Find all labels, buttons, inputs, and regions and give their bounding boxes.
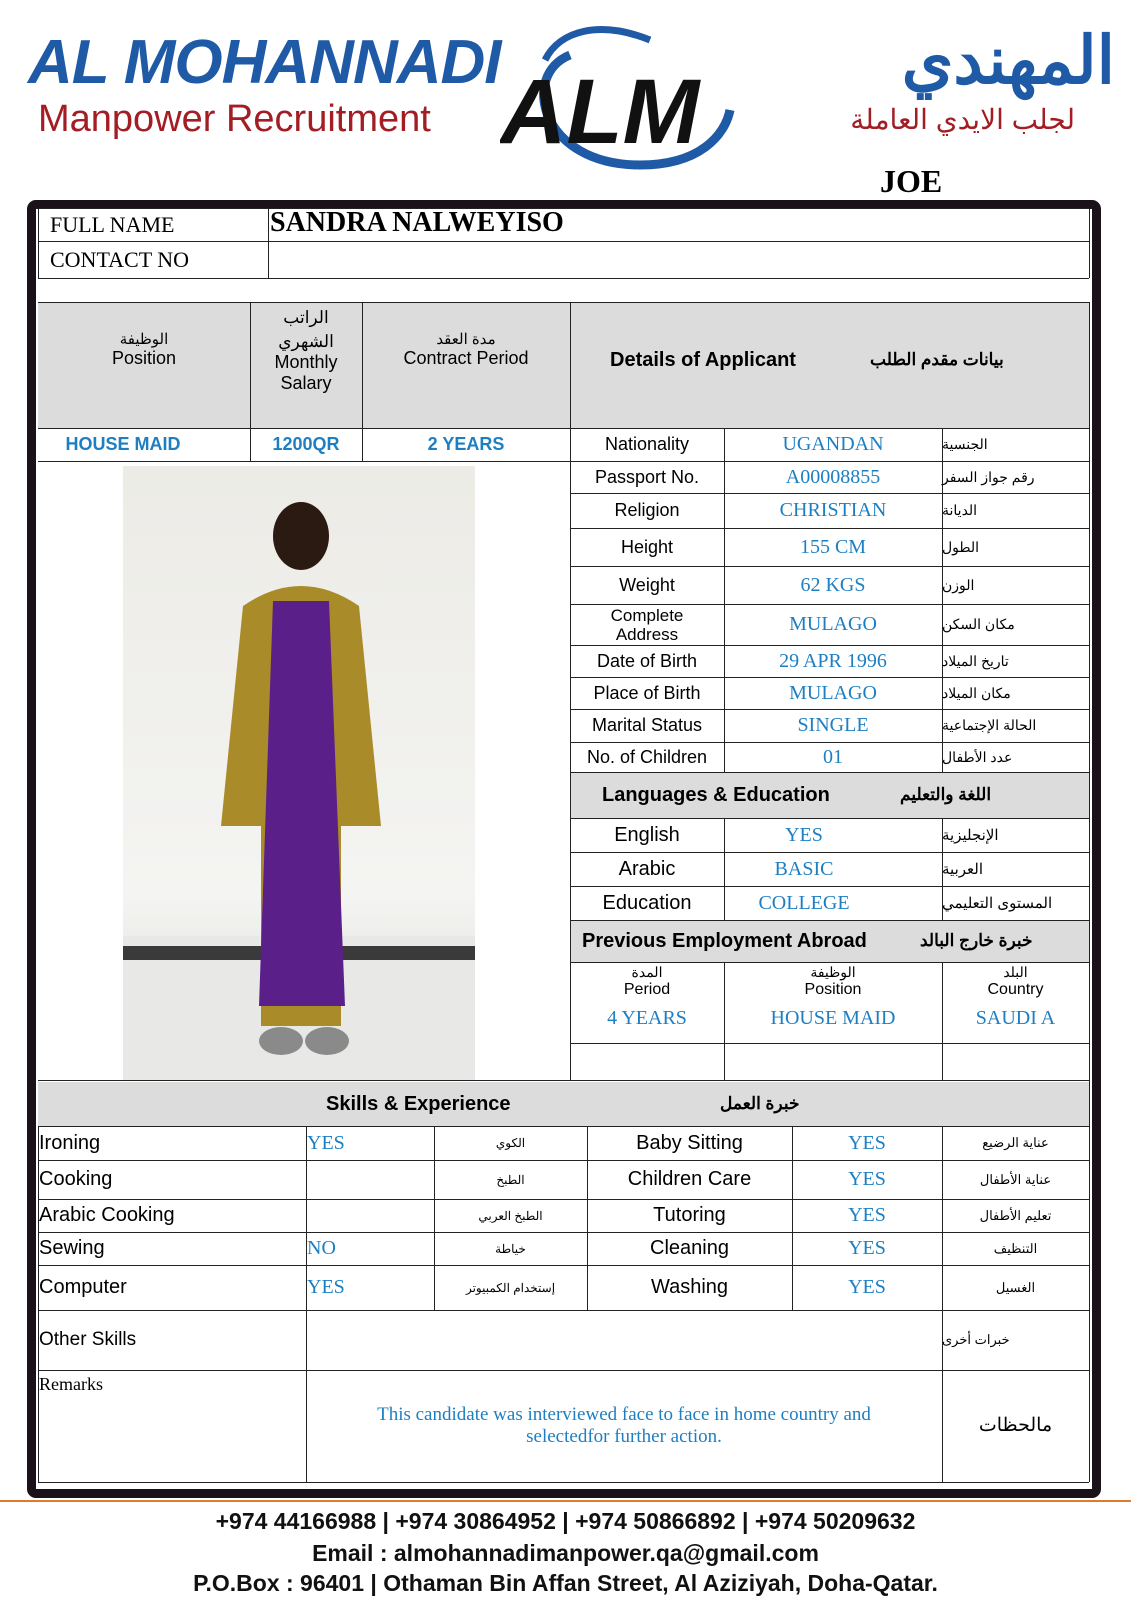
details-row-label: No. of Children [586, 746, 708, 767]
skill-left-label: Arabic Cooking [39, 1204, 175, 1226]
skills-title-ar: خبرة العمل [720, 1094, 800, 1113]
contract-value: 2 YEARS [427, 434, 505, 454]
details-row-label: Religion [614, 500, 680, 520]
contact-label: CONTACT NO [50, 247, 190, 272]
other-skills-label: Other Skills [39, 1329, 137, 1350]
skill-right-label: Tutoring [653, 1204, 726, 1226]
country-label-ar: البلد [1003, 964, 1028, 980]
skill-left-value: YES [307, 1131, 345, 1154]
emp-period-value: 4 YEARS [607, 1006, 687, 1029]
salary-header [250, 308, 362, 394]
lang-row-label: Arabic [618, 857, 676, 880]
details-row-value: SINGLE [797, 714, 869, 736]
skill-left-ar: الطبخ [496, 1172, 525, 1187]
skills-title: Skills & Experience [326, 1092, 511, 1115]
skill-left-label: Sewing [39, 1237, 105, 1259]
remarks-ar: مالحظات [978, 1414, 1053, 1436]
emp-position-label-ar: الوظيفة [810, 964, 856, 980]
emp-position-label: Position [804, 981, 862, 998]
period-header [570, 964, 724, 999]
emp-country-value: SAUDI A [975, 1006, 1056, 1029]
brand-name: AL MOHANNADI [28, 28, 501, 97]
brand-name-ar: المهندي [901, 23, 1115, 97]
salary-value: 1200QR [272, 434, 340, 454]
position-label: Position [111, 348, 177, 368]
alm-logo [500, 15, 740, 185]
position-label-ar: الوظيفة [119, 331, 169, 348]
footer-address: P.O.Box : 96401 | Othaman Bin Affan Street, Al Aziziyah, Doha-Qatar. [193, 1570, 938, 1596]
details-row-value: MULAGO [789, 613, 877, 635]
details-row-label: Place of Birth [593, 682, 701, 703]
details-row-ar: مكان الميلاد [942, 684, 1011, 701]
skill-right-label: Children Care [627, 1168, 752, 1190]
brand-english [28, 28, 501, 140]
details-row-label: Date of Birth [596, 650, 698, 671]
details-row-label: Height [620, 536, 674, 557]
contract-label-ar: مدة العقد [436, 331, 496, 348]
details-row-ar: مكان السكن [942, 616, 1015, 632]
skill-left-ar: خياطة [495, 1241, 526, 1256]
skill-right-ar: عناية الرضيع [982, 1135, 1049, 1150]
other-skills-ar: خبرات أخرى [942, 1332, 1010, 1347]
details-row-label: Weight [619, 574, 675, 595]
employment-title-ar: خبرة خارج البالد [920, 931, 1033, 950]
period-label: Period [623, 981, 671, 998]
details-row-label-2: Address [615, 624, 679, 644]
footer-rule [0, 1500, 1131, 1502]
brand-subtitle: Manpower Recruitment [38, 98, 431, 140]
details-row-ar: الوزن [942, 576, 975, 593]
lang-row-value: COLLEGE [758, 891, 850, 914]
skill-right-value: YES [848, 1168, 886, 1190]
agent-code: JOE [880, 163, 943, 199]
skill-right-ar: تعليم الأطفال [979, 1207, 1052, 1223]
position-header [38, 330, 250, 369]
skill-right-ar: عناية الأطفال [979, 1171, 1052, 1187]
skill-right-ar: التنظيف [993, 1240, 1038, 1256]
skill-left-ar: الكوي [495, 1136, 526, 1150]
details-row-ar: عدد الأطفال [942, 748, 1013, 765]
logo-text: ALM [500, 61, 700, 163]
applicant-photo [123, 466, 475, 1080]
details-title-ar: بيانات مقدم الطلب [870, 350, 1004, 369]
details-row-value: 62 KGS [800, 573, 866, 596]
lang-row-ar: العربية [942, 861, 983, 878]
details-title: Details of Applicant [610, 348, 796, 371]
details-row-label-1: Complete [610, 605, 684, 625]
details-row-label: Passport No. [594, 466, 700, 487]
skills-band [38, 1082, 1089, 1126]
country-label: Country [987, 981, 1044, 998]
employment-title: Previous Employment Abroad [582, 929, 867, 952]
skill-left-label: Ironing [39, 1131, 101, 1154]
lang-row-value: YES [785, 823, 823, 846]
skill-right-label: Cleaning [650, 1237, 729, 1259]
contract-header [362, 330, 570, 369]
lang-row-label: English [614, 823, 680, 846]
details-row-ar: الحالة الإجتماعية [942, 717, 1037, 733]
lang-row-value: BASIC [774, 857, 834, 880]
skill-left-label: Computer [39, 1276, 127, 1298]
details-row-value: 29 APR 1996 [779, 649, 887, 672]
brand-subtitle-ar: لجلب الايدي العاملة [850, 104, 1075, 135]
details-row-value: CHRISTIAN [779, 499, 887, 521]
remarks-label: Remarks [39, 1374, 103, 1394]
salary-label-2: Salary [280, 373, 332, 393]
salary-label-ar-2: الشهري [278, 332, 334, 351]
details-row-ar: رقم جواز السفر [942, 468, 1035, 485]
skill-right-value: YES [848, 1131, 886, 1154]
country-header [942, 964, 1089, 999]
lang-row-ar: المستوى التعليمي [942, 895, 1053, 912]
brand-arabic [745, 20, 1115, 140]
skill-right-value: YES [848, 1204, 886, 1226]
skill-left-value: NO [307, 1237, 336, 1259]
details-row-ar: الطول [942, 538, 980, 555]
languages-title-ar: اللغة والتعليم [900, 785, 992, 804]
details-row-ar: الجنسية [942, 436, 988, 452]
details-row-label: Nationality [604, 434, 690, 454]
skill-left-ar: إستخدام الكمبيوتر [465, 1280, 556, 1295]
details-row-value: MULAGO [789, 681, 877, 704]
details-row-value: UGANDAN [782, 433, 884, 455]
lang-row-ar: الإنجليزية [942, 827, 999, 844]
salary-label-ar: الراتب [283, 308, 329, 327]
skill-right-ar: الغسيل [995, 1279, 1036, 1295]
footer-email: Email : almohannadimanpower.qa@gmail.com [312, 1540, 819, 1566]
details-row-value: 01 [823, 745, 843, 768]
full-name-label: FULL NAME [50, 211, 175, 237]
skill-left-label: Cooking [39, 1168, 113, 1190]
skill-left-ar: الطبخ العربي [478, 1208, 543, 1223]
details-row-value: 155 CM [799, 535, 867, 558]
skill-left-value: YES [307, 1276, 345, 1298]
remarks-line-1: This candidate was interviewed face to face in home country and [377, 1404, 871, 1425]
skill-right-value: YES [848, 1237, 886, 1259]
contract-label: Contract Period [403, 348, 529, 368]
full-name-value: SANDRA NALWEYISO [270, 206, 564, 238]
skill-right-label: Baby Sitting [636, 1131, 743, 1154]
period-label-ar: المدة [631, 964, 663, 980]
footer-phones: +974 44166988 | +974 30864952 | +974 50866892 | +974 50209632 [215, 1508, 916, 1534]
details-row-label: Marital Status [591, 715, 703, 735]
remarks-text [306, 1404, 942, 1448]
emp-position-header [724, 964, 942, 999]
languages-title: Languages & Education [602, 783, 830, 806]
salary-label: Monthly [274, 352, 338, 372]
details-row-ar: تاريخ الميلاد [942, 652, 1009, 669]
skill-right-label: Washing [650, 1276, 729, 1298]
photo-figure [123, 466, 475, 1080]
emp-position-value: HOUSE MAID [770, 1006, 896, 1029]
details-row-value: A00008855 [785, 465, 881, 488]
position-value: HOUSE MAID [65, 434, 181, 454]
lang-row-label: Education [602, 891, 692, 914]
remarks-line-2: selectedfor further action. [526, 1426, 722, 1447]
details-row-ar: الديانة [942, 502, 978, 518]
details-row-label [570, 604, 724, 645]
skill-right-value: YES [848, 1276, 886, 1298]
